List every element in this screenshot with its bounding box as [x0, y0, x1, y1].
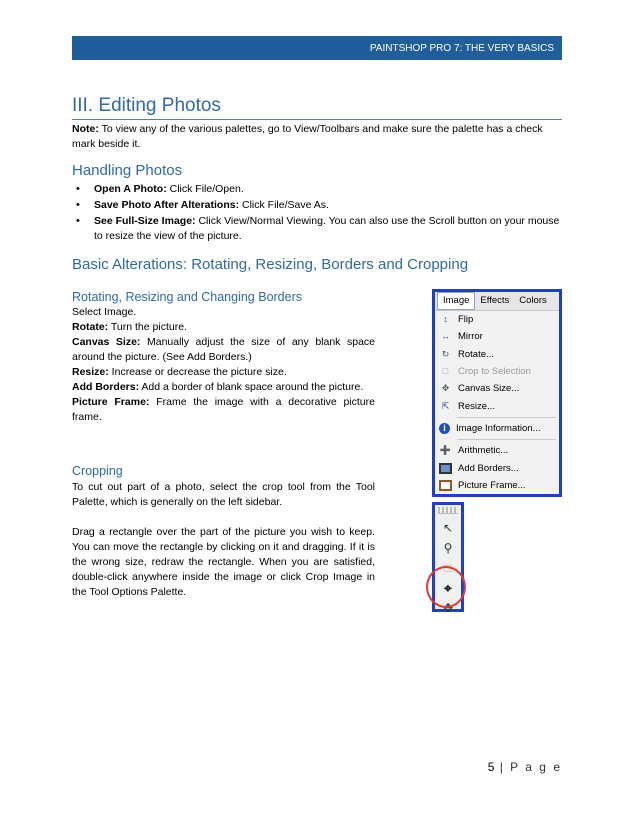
menu-bar	[435, 292, 559, 311]
menu-item-resize[interactable]	[435, 397, 559, 414]
menu-item-crop-to-selection[interactable]	[435, 363, 559, 380]
cropping-paragraph-2: Drag a rectangle over the part of the picture you wish to keep. You can move the rectangle by clicking on it and dragging. If it is the wrong size, redraw the rectangle. When you are satisfied, double-click anywhere inside the image or click Crop Image in the Tool Options Palette.	[72, 526, 375, 598]
image-menu-screenshot	[432, 289, 562, 497]
list-item-label: Save Photo After Alterations:	[94, 199, 240, 211]
rotate-label: Rotate:	[72, 321, 109, 333]
menu-item-label: Picture Frame...	[458, 479, 526, 491]
borders-text: Add a border of blank space around the picture.	[139, 381, 364, 393]
menu-item-label: Flip	[458, 314, 474, 326]
frame-label: Picture Frame:	[72, 396, 150, 408]
frame-text: Frame the image with a decorative picture frame.	[72, 396, 375, 423]
zoom-tool-icon[interactable]: ⚲	[443, 541, 453, 555]
menu-item-mirror[interactable]	[435, 328, 559, 345]
canvas-text: Manually adjust the size of any blank space around the picture. (See Add Borders.)	[72, 336, 375, 363]
note-text: To view any of the various palettes, go to View/Toolbars and make sure the palette has a check mark beside it.	[72, 123, 543, 150]
list-item-text: Click View/Normal Viewing. You can also use the Scroll button on your mouse to resize the view of the picture.	[94, 215, 560, 242]
menu-item-canvas-size[interactable]	[435, 380, 559, 397]
arithmetic-icon: ➕	[439, 445, 452, 456]
menu-item-arithmetic[interactable]	[435, 442, 559, 459]
running-header	[72, 36, 562, 60]
menu-tab-colors[interactable]: Colors	[519, 295, 547, 306]
crop-tool-icon[interactable]: ⌖	[444, 579, 452, 596]
menu-separator	[457, 439, 556, 440]
menu-item-label: Canvas Size...	[458, 383, 520, 395]
menu-item-label: Resize...	[458, 400, 495, 412]
add-borders-icon	[439, 463, 452, 474]
handling-heading: Handling Photos	[72, 162, 183, 179]
resize-text: Increase or decrease the picture size.	[108, 366, 287, 378]
note-paragraph	[72, 122, 562, 152]
section-title: III. Editing Photos	[72, 94, 562, 120]
resize-icon: ⇱	[441, 400, 450, 411]
rotate-text: Turn the picture.	[108, 321, 187, 333]
menu-item-rotate[interactable]	[435, 346, 559, 363]
mirror-icon: ↔	[441, 331, 450, 342]
picture-frame-icon	[439, 480, 452, 491]
menu-item-label: Rotate...	[458, 348, 494, 360]
deform-tool-icon[interactable]: □	[444, 561, 452, 575]
cropping-heading: Cropping	[72, 464, 123, 478]
page-footer	[488, 760, 562, 774]
rotate-line	[72, 320, 375, 335]
rotating-intro: Select Image.	[72, 306, 137, 318]
rotating-paragraph	[72, 305, 375, 425]
menu-item-label: Image Information...	[456, 422, 541, 434]
menu-item-image-information[interactable]	[435, 420, 559, 437]
list-item	[72, 198, 562, 213]
borders-label: Add Borders:	[72, 381, 140, 393]
cropping-paragraph-1: To cut out part of a photo, select the crop tool from the Tool Palette, which is generally on the left sidebar.	[72, 481, 375, 508]
canvas-label: Canvas Size:	[72, 336, 141, 348]
canvas-size-icon: ✥	[441, 383, 450, 394]
info-icon: i	[439, 423, 450, 434]
rotating-heading: Rotating, Resizing and Changing Borders	[72, 290, 302, 304]
list-item	[72, 182, 562, 197]
menu-tab-effects[interactable]: Effects	[480, 295, 510, 306]
list-item-text: Click File/Save As.	[239, 199, 329, 211]
menu-item-label: Mirror	[458, 331, 483, 343]
rotate-icon: ↻	[441, 348, 450, 359]
menu-separator	[457, 417, 556, 418]
list-item	[72, 214, 562, 243]
frame-line	[72, 395, 375, 425]
canvas-line	[72, 335, 375, 365]
page-number: 5	[487, 760, 495, 774]
menu-item-picture-frame[interactable]	[435, 477, 559, 494]
list-item-label: See Full-Size Image:	[94, 215, 196, 227]
crop-selection-icon: □	[442, 366, 449, 377]
flip-icon: ↕	[443, 314, 448, 325]
crop-tool-highlight-circle	[426, 566, 466, 608]
resize-line	[72, 365, 375, 380]
handling-list	[72, 182, 562, 245]
menu-item-label: Crop to Selection	[458, 366, 531, 378]
menu-item-label: Arithmetic...	[458, 445, 509, 457]
move-tool-icon[interactable]: ✥	[442, 601, 454, 615]
borders-line	[72, 380, 375, 395]
menu-item-flip[interactable]	[435, 311, 559, 328]
page-word: | P a g e	[494, 760, 562, 774]
list-item-text: Click File/Open.	[166, 183, 244, 195]
palette-grip[interactable]	[438, 507, 458, 514]
arrow-tool-icon[interactable]: ↖	[442, 521, 454, 535]
basic-heading: Basic Alterations: Rotating, Resizing, Borders and Cropping	[72, 256, 469, 273]
menu-item-label: Add Borders...	[458, 462, 519, 474]
running-header-title: PAINTSHOP PRO 7: THE VERY BASICS	[369, 43, 554, 54]
menu-tab-image[interactable]: Image	[437, 292, 475, 310]
menu-item-add-borders[interactable]	[435, 459, 559, 476]
list-item-label: Open A Photo:	[94, 183, 167, 195]
resize-label: Resize:	[72, 366, 109, 378]
note-label: Note:	[72, 123, 99, 135]
